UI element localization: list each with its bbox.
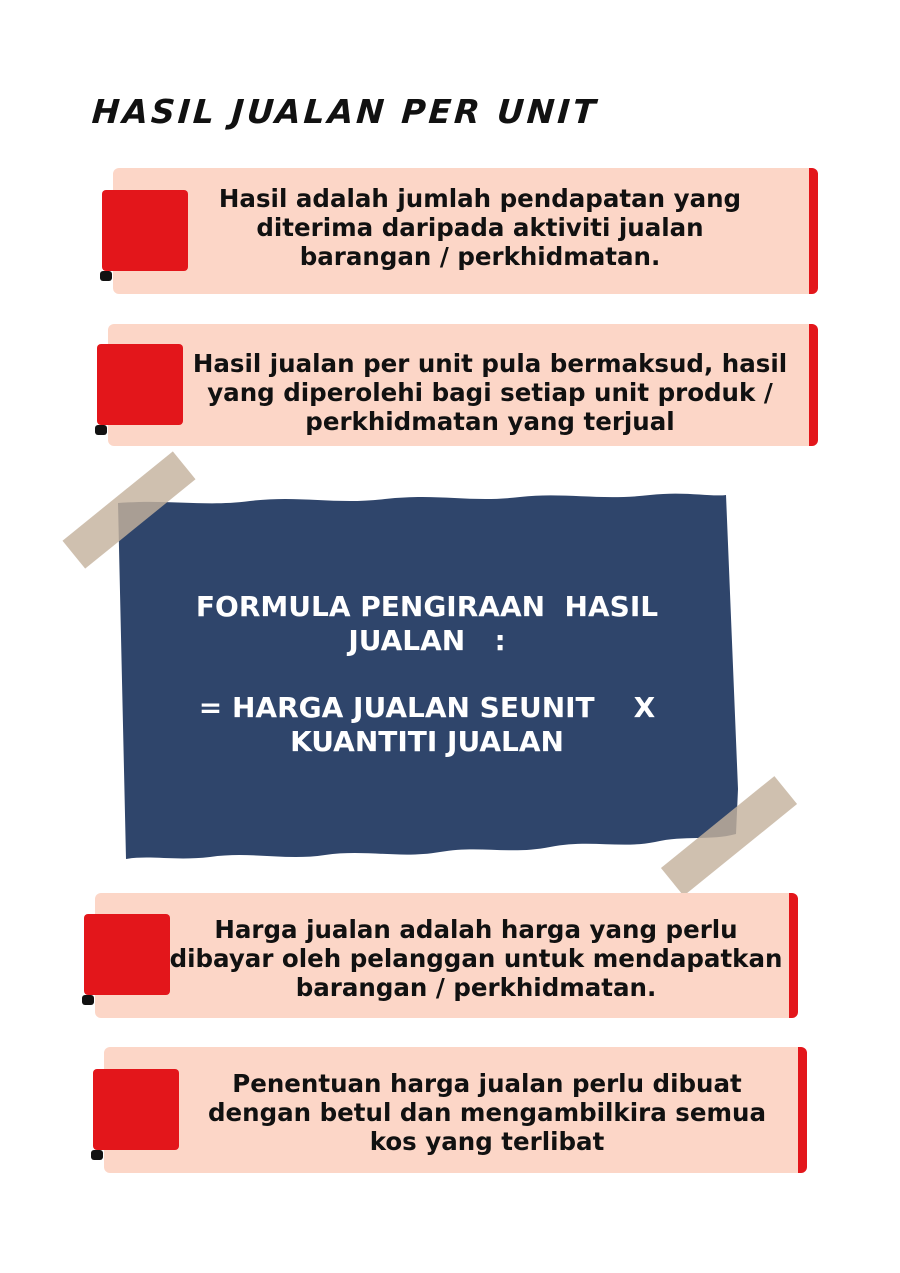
marker-shadow (95, 425, 107, 435)
board-shape (110, 489, 744, 867)
formula-heading-line-2: JUALAN : (348, 624, 506, 657)
card-4-line-1: Penentuan harga jualan perlu dibuat (232, 1069, 742, 1098)
card-2-text (182, 349, 798, 436)
card-2-line-2: yang diperolehi bagi setiap unit produk / (207, 378, 773, 407)
card-2-line-1: Hasil jualan per unit pula bermaksud, hasil (192, 349, 788, 378)
red-marker-icon (97, 344, 183, 425)
page-title: HASIL JUALAN PER UNIT (90, 92, 600, 131)
red-marker-icon (84, 914, 170, 995)
card-1-line-1: Hasil adalah jumlah pendapatan yang (218, 184, 742, 213)
card-4-line-3: kos yang terlibat (369, 1127, 605, 1156)
card-4-line-2: dengan betul dan mengambilkira semua (208, 1098, 766, 1127)
red-marker-icon (93, 1069, 179, 1150)
card-2-line-3: perkhidmatan yang terjual (305, 407, 675, 436)
card-1-line-3: barangan / perkhidmatan. (299, 242, 661, 271)
red-marker-icon (102, 190, 188, 271)
card-1-line-2: diterima daripada aktiviti jualan (256, 213, 704, 242)
marker-shadow (82, 995, 94, 1005)
card-1-text (190, 184, 770, 271)
formula-heading-line-1: FORMULA PENGIRAAN HASIL (195, 590, 659, 623)
marker-shadow (91, 1150, 103, 1160)
card-3-line-3: barangan / perkhidmatan. (295, 973, 657, 1002)
card-3-text (166, 915, 786, 1002)
formula-equation-line-2: KUANTITI JUALAN (290, 725, 564, 758)
formula-equation-line-1: = HARGA JUALAN SEUNIT X (198, 691, 656, 724)
card-4-text (182, 1069, 792, 1156)
card-3-line-2: dibayar oleh pelanggan untuk mendapatkan (169, 944, 783, 973)
card-3-line-1: Harga jualan adalah harga yang perlu (214, 915, 738, 944)
formula-board (110, 489, 744, 867)
marker-shadow (100, 271, 112, 281)
